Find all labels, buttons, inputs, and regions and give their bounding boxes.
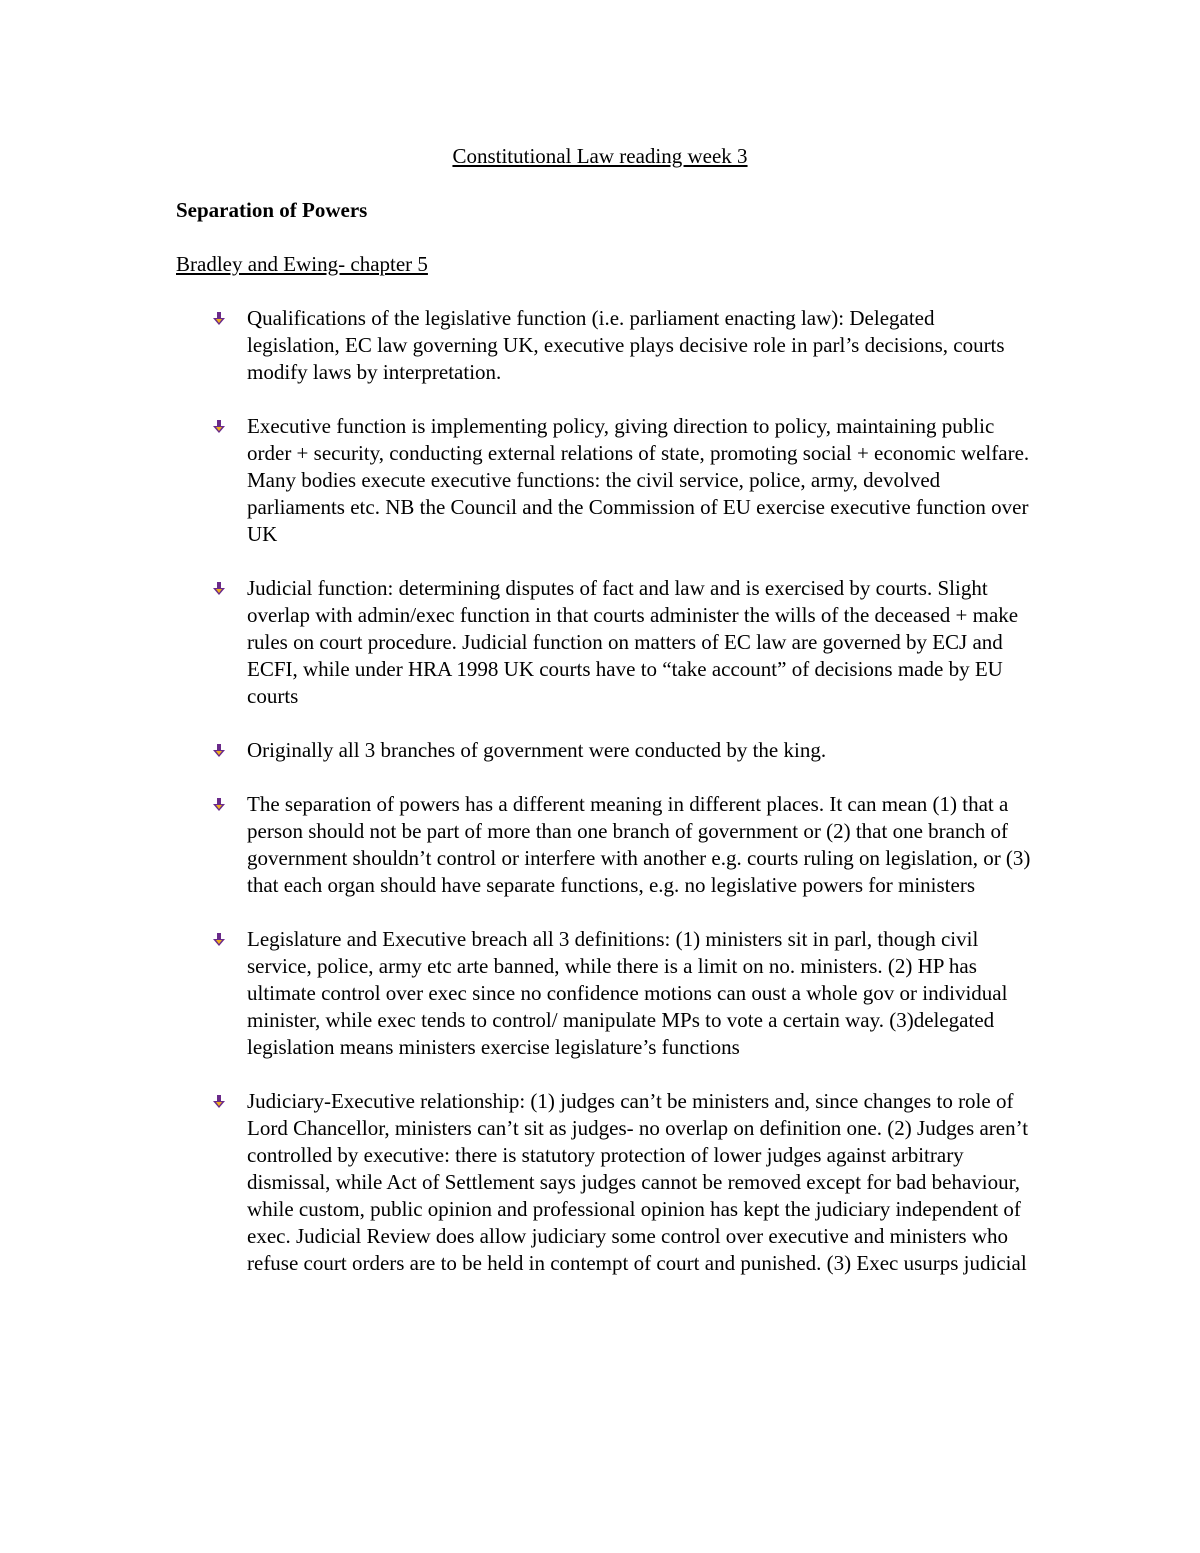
arrow-down-bullet-icon — [212, 312, 226, 326]
arrow-down-bullet-icon — [212, 798, 226, 812]
arrow-down-bullet-icon — [212, 420, 226, 434]
bullet-text: Executive function is implementing policy, giving direction to policy, maintaining public order + security, conducting external relations of state, promoting social + economic welfare. Many bodies execute executive functions: the civil service, police, army, devolved parliaments etc. NB the Council and the Commission of EU exercise executive function over UK — [247, 414, 1030, 546]
bullet-text: Originally all 3 branches of government were conducted by the king. — [247, 738, 827, 762]
bullet-item — [212, 413, 1032, 548]
bullet-item — [212, 575, 1032, 710]
bullet-text: Legislature and Executive breach all 3 definitions: (1) ministers sit in parl, though civil service, police, army etc arte banned, while there is a limit on no. ministers. (2) HP has ultimate control over exec since no confidence motions can oust a whole gov or individual minister, while exec tends to control/ manipulate MPs to vote a certain way. (3)delegated legislation means ministers exercise legislature’s functions — [247, 927, 1008, 1059]
bullet-item — [212, 305, 1032, 386]
source-heading: Bradley and Ewing- chapter 5 — [176, 252, 428, 276]
bullet-list — [212, 305, 1032, 1304]
arrow-down-bullet-icon — [212, 933, 226, 947]
arrow-down-bullet-icon — [212, 744, 226, 758]
bullet-text: The separation of powers has a different meaning in different places. It can mean (1) that a person should not be part of more than one branch of government or (2) that one branch of government shouldn’t control or interfere with another e.g. courts ruling on legislation, or (3) that each organ should have separate functions, e.g. no legislative powers for ministers — [247, 792, 1031, 897]
bullet-item — [212, 791, 1032, 899]
bullet-text: Qualifications of the legislative function (i.e. parliament enacting law): Delegated legislation, EC law governing UK, executive plays decisive role in parl’s decisions, courts modify laws by interpretation. — [247, 306, 1005, 384]
document-title: Constitutional Law reading week 3 — [452, 144, 748, 168]
bullet-text: Judiciary-Executive relationship: (1) judges can’t be ministers and, since changes to role of Lord Chancellor, ministers can’t sit as judges- no overlap on definition one. (2) Judges aren’t controlled by executive: there is statutory protection of lower judges against arbitrary dismissal, while Act of Settlement says judges cannot be removed except for bad behaviour, while custom, public opinion and professional opinion has kept the judiciary independent of exec. Judicial Review does allow judiciary some control over executive and ministers who refuse court orders are to be held in contempt of court and punished. (3) Exec usurps judicial — [247, 1089, 1029, 1275]
bullet-text: Judicial function: determining disputes of fact and law and is exercised by courts. Slight overlap with admin/exec function in that courts administer the wills of the deceased + make rules on court procedure. Judicial function on matters of EC law are governed by ECJ and ECFI, while under HRA 1998 UK courts have to “take account” of decisions made by EU courts — [247, 576, 1019, 708]
bullet-item — [212, 737, 1032, 764]
bullet-item — [212, 926, 1032, 1061]
section-heading: Separation of Powers — [176, 198, 368, 222]
arrow-down-bullet-icon — [212, 582, 226, 596]
arrow-down-bullet-icon — [212, 1095, 226, 1109]
bullet-item — [212, 1088, 1032, 1277]
